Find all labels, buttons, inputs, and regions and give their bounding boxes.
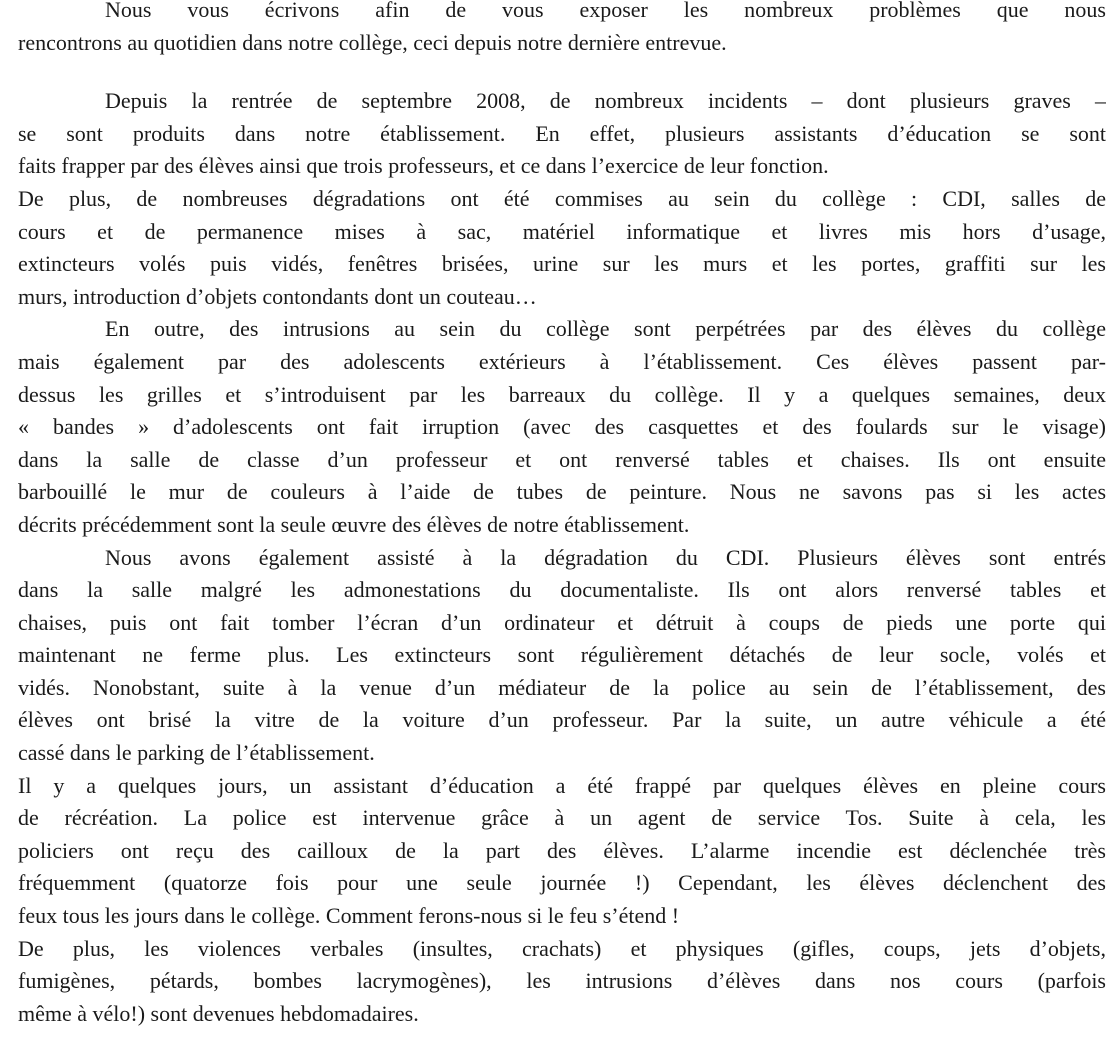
text-line: fumigènes, pétards, bombes lacrymogènes), les intrusions d’élèves dans nos cours (parfois — [18, 968, 1106, 994]
text-line: se sont produits dans notre établissement. En effet, plusieurs assistants d’éducation se sont — [18, 120, 1106, 146]
text-line: maintenant ne ferme plus. Les extincteurs sont régulièrement détachés de leur socle, volés et — [18, 642, 1106, 668]
text-line: chaises, puis ont fait tomber l’écran d’un ordinateur et détruit à coups de pieds une porte qui — [18, 609, 1106, 635]
text-line: Il y a quelques jours, un assistant d’éducation a été frappé par quelques élèves en pleine cours — [18, 772, 1106, 798]
paragraph-assault — [18, 770, 1106, 933]
paragraph-intrusions — [18, 313, 1106, 541]
text-line: même à vélo!) sont devenues hebdomadaires. — [18, 1000, 419, 1026]
text-line: fréquemment (quatorze fois pour une seule journée !) Cependant, les élèves déclenchent des — [18, 870, 1106, 896]
paragraph-gap — [18, 59, 1106, 85]
text-line: De plus, de nombreuses dégradations ont été commises au sein du collège : CDI, salles de — [18, 185, 1106, 211]
paragraph-intro — [18, 0, 1106, 59]
paragraph-cdi — [18, 542, 1106, 770]
text-line: murs, introduction d’objets contondants dont un couteau… — [18, 283, 537, 309]
text-line: barbouillé le mur de couleurs à l’aide de tubes de peinture. Nous ne savons pas si les actes — [18, 479, 1106, 505]
text-line: dans la salle de classe d’un professeur et ont renversé tables et chaises. Ils ont ensuite — [18, 446, 1106, 472]
text-line: policiers ont reçu des cailloux de la part des élèves. L’alarme incendie est déclenchée très — [18, 837, 1106, 863]
text-line: Nous vous écrivons afin de vous exposer les nombreux problèmes que nous — [105, 0, 1106, 22]
text-line: feux tous les jours dans le collège. Comment ferons-nous si le feu s’étend ! — [18, 903, 680, 929]
text-line: En outre, des intrusions au sein du collège sont perpétrées par des élèves du collège — [105, 316, 1106, 342]
text-line: extincteurs volés puis vidés, fenêtres brisées, urine sur les murs et les portes, graffiti sur les — [18, 251, 1106, 277]
paragraph-degradations — [18, 183, 1106, 313]
paragraph-incidents — [18, 85, 1106, 183]
text-line: cours et de permanence mises à sac, matériel informatique et livres mis hors d’usage, — [18, 218, 1106, 244]
text-line: décrits précédemment sont la seule œuvre des élèves de notre établissement. — [18, 511, 690, 537]
text-line: De plus, les violences verbales (insultes, crachats) et physiques (gifles, coups, jets d’objets, — [18, 935, 1106, 961]
text-line: faits frapper par des élèves ainsi que trois professeurs, et ce dans l’exercice de leur fonction. — [18, 153, 829, 179]
text-line: mais également par des adolescents extérieurs à l’établissement. Ces élèves passent par- — [18, 348, 1106, 374]
text-line: « bandes » d’adolescents ont fait irruption (avec des casquettes et des foulards sur le visage) — [18, 414, 1106, 440]
text-line: élèves ont brisé la vitre de la voiture d’un professeur. Par la suite, un autre véhicule a été — [18, 707, 1106, 733]
text-line: vidés. Nonobstant, suite à la venue d’un médiateur de la police au sein de l’établissement, des — [18, 674, 1106, 700]
text-line: de récréation. La police est intervenue grâce à un agent de service Tos. Suite à cela, les — [18, 805, 1106, 831]
text-line: cassé dans le parking de l’établissement. — [18, 740, 375, 766]
text-line: Depuis la rentrée de septembre 2008, de nombreux incidents – dont plusieurs graves – — [105, 88, 1106, 114]
text-line: dans la salle malgré les admonestations du documentaliste. Ils ont alors renversé tables et — [18, 577, 1106, 603]
letter-document — [18, 0, 1106, 1030]
text-line: dessus les grilles et s’introduisent par les barreaux du collège. Il y a quelques semaines, deux — [18, 381, 1106, 407]
text-line: rencontrons au quotidien dans notre collège, ceci depuis notre dernière entrevue. — [18, 29, 727, 55]
text-line: Nous avons également assisté à la dégradation du CDI. Plusieurs élèves sont entrés — [105, 544, 1106, 570]
paragraph-violence — [18, 933, 1106, 1031]
